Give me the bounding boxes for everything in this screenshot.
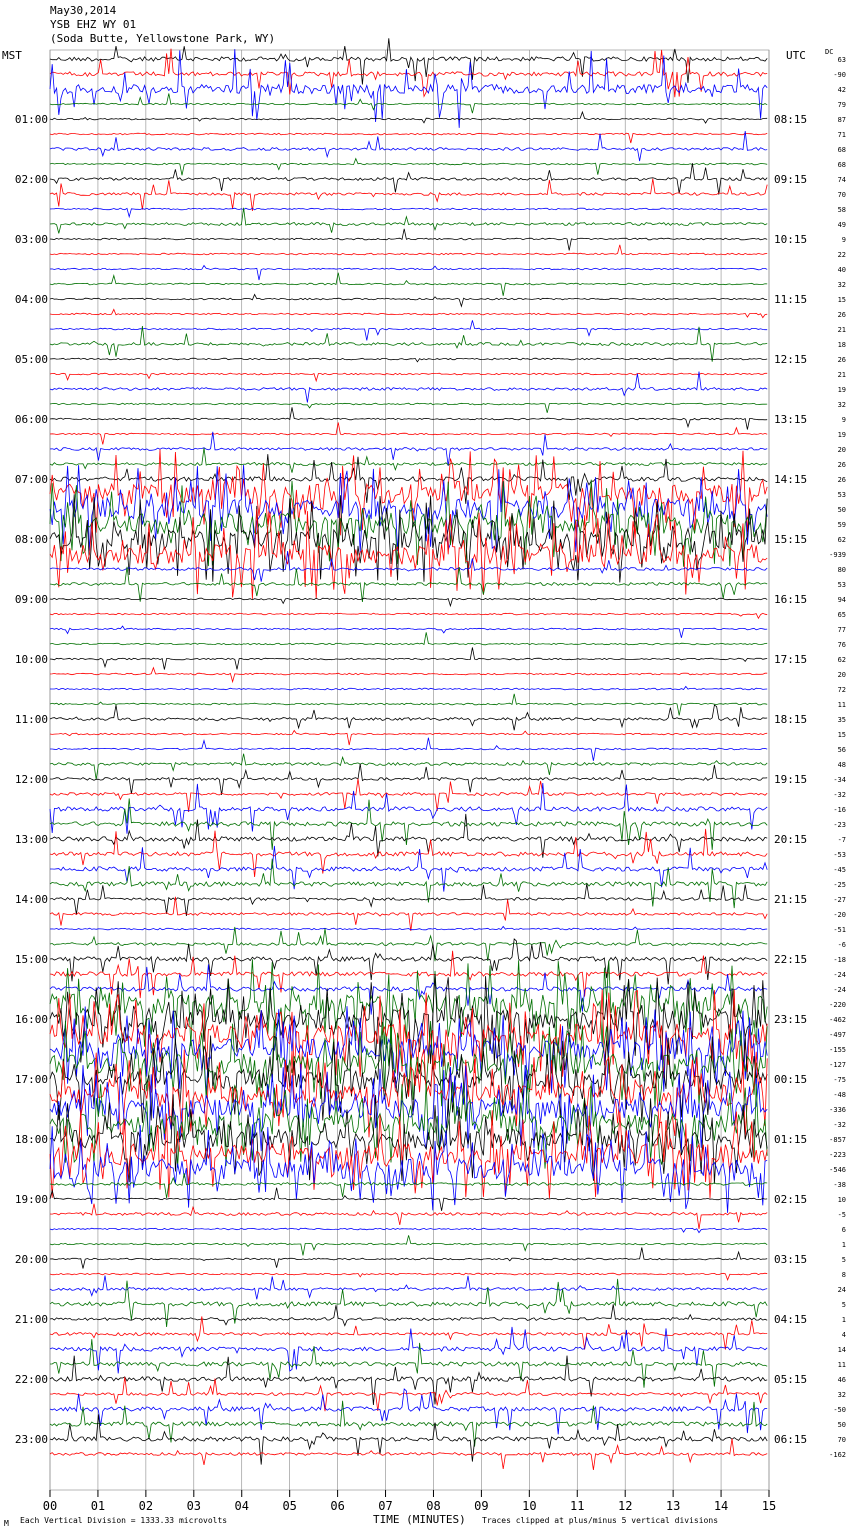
seismic-traces	[50, 38, 767, 1470]
dc-offset-label: -18	[833, 956, 846, 964]
dc-offset-label: 70	[837, 1436, 846, 1444]
dc-offset-label: 18	[837, 341, 846, 349]
left-hour-label: 01:00	[14, 113, 48, 126]
left-hour-label: 21:00	[14, 1313, 48, 1326]
dc-label: DC	[825, 48, 834, 56]
dc-offset-label: 65	[837, 611, 846, 619]
station-id: YSB EHZ WY 01	[50, 18, 137, 31]
left-hour-label: 06:00	[14, 413, 48, 426]
trace-row	[50, 686, 767, 689]
dc-offset-label: 19	[837, 431, 846, 439]
dc-offset-label: -6	[837, 941, 846, 949]
dc-offset-label: 48	[837, 761, 846, 769]
left-hour-label: 03:00	[14, 233, 48, 246]
right-hour-label: 11:15	[774, 293, 808, 306]
trace-row	[50, 1228, 767, 1232]
trace-row	[50, 1327, 767, 1374]
right-hour-label: 17:15	[774, 653, 808, 666]
x-tick-label: 13	[665, 1499, 681, 1513]
dc-offset-label: 94	[837, 596, 846, 604]
trace-row	[50, 814, 767, 858]
left-hour-label: 22:00	[14, 1373, 48, 1386]
chart-date: May30,2014	[50, 4, 117, 17]
trace-row	[50, 1439, 767, 1470]
trace-row	[50, 626, 767, 638]
left-hour-label: 14:00	[14, 893, 48, 906]
x-tick-label: 05	[282, 1499, 297, 1513]
dc-offset-label: -497	[829, 1031, 846, 1039]
trace-row	[50, 448, 767, 473]
dc-offset-label: 32	[837, 1391, 846, 1399]
trace-row	[50, 1204, 767, 1229]
x-tick-label: 06	[330, 1499, 345, 1513]
dc-offset-label: 62	[837, 536, 846, 544]
dc-offset-label: 32	[837, 281, 846, 289]
x-tick-label: 12	[617, 1499, 633, 1513]
dc-offset-label: 26	[837, 476, 846, 484]
trace-row	[50, 49, 767, 98]
left-hour-label: 19:00	[14, 1193, 48, 1206]
trace-row	[50, 764, 767, 795]
dc-offset-label: 11	[837, 701, 846, 709]
trace-row	[50, 964, 767, 1014]
trace-row	[50, 1248, 767, 1269]
trace-row	[50, 94, 767, 114]
dc-offset-label: 11	[837, 1361, 846, 1369]
trace-row	[50, 705, 767, 730]
right-hour-label: 05:15	[774, 1373, 808, 1386]
dc-offset-label: -53	[833, 851, 846, 859]
dc-offset-label: 32	[837, 401, 846, 409]
dc-offset-label: 26	[837, 356, 846, 364]
right-hour-label: 00:15	[774, 1073, 808, 1086]
x-tick-label: 08	[426, 1499, 441, 1513]
trace-row	[50, 38, 767, 84]
dc-offset-label: 72	[837, 686, 846, 694]
trace-row	[50, 1304, 767, 1325]
right-timezone-label: UTC	[786, 49, 806, 62]
right-hour-label: 03:15	[774, 1253, 808, 1266]
dc-offset-label: 5	[841, 1301, 846, 1309]
right-hour-label: 13:15	[774, 413, 808, 426]
trace-row	[50, 49, 767, 128]
dc-offset-label: -5	[837, 1211, 846, 1219]
dc-offset-label: 80	[837, 566, 846, 574]
dc-offset-label: 50	[837, 1421, 846, 1429]
right-hour-label: 02:15	[774, 1193, 808, 1206]
dc-offset-label: 21	[837, 326, 846, 334]
dc-offset-label: -23	[833, 821, 846, 829]
trace-row	[50, 694, 767, 716]
dc-offset-label: -48	[833, 1091, 846, 1099]
right-hour-label: 08:15	[774, 113, 808, 126]
dc-offset-label: 1	[841, 1241, 846, 1249]
trace-row	[50, 403, 767, 413]
dc-offset-label: -32	[833, 791, 846, 799]
trace-row	[50, 897, 767, 931]
dc-offset-label: 4	[841, 1331, 846, 1339]
dc-offset-label: -38	[833, 1181, 846, 1189]
dc-offset-label: 15	[837, 296, 846, 304]
trace-row	[50, 613, 767, 618]
dc-offset-label: 68	[837, 146, 846, 154]
dc-offset-label: -50	[833, 1406, 846, 1414]
dc-offset-label: -75	[833, 1076, 846, 1084]
left-hour-label: 15:00	[14, 953, 48, 966]
trace-row	[50, 273, 767, 296]
right-hour-label: 01:15	[774, 1133, 808, 1146]
left-hour-label: 13:00	[14, 833, 48, 846]
right-hour-label: 14:15	[774, 473, 808, 486]
dc-offset-label: 76	[837, 641, 846, 649]
dc-offset-label: -7	[837, 836, 846, 844]
left-hour-label: 05:00	[14, 353, 48, 366]
trace-row	[50, 309, 767, 317]
trace-row	[50, 372, 767, 403]
dc-offset-label: -155	[829, 1046, 846, 1054]
dc-offset-label: 8	[841, 1271, 846, 1279]
footer-mark: M	[4, 1519, 9, 1528]
dc-offset-label: -45	[833, 866, 846, 874]
x-tick-label: 09	[474, 1499, 489, 1513]
trace-row	[50, 926, 767, 929]
x-tick-label: 07	[378, 1499, 393, 1513]
dc-offset-label: 50	[837, 506, 846, 514]
scale-note: Each Vertical Division = 1333.33 microvolts	[20, 1516, 228, 1525]
left-hour-labels	[15, 113, 48, 1446]
trace-row	[50, 320, 767, 340]
trace-row	[50, 422, 767, 444]
dc-offset-label: 9	[841, 236, 846, 244]
left-hour-label: 18:00	[14, 1133, 48, 1146]
left-hour-label: 12:00	[14, 773, 48, 786]
trace-row	[50, 668, 767, 682]
trace-row	[50, 1173, 767, 1198]
trace-row	[50, 432, 767, 466]
dc-offset-label: -34	[833, 776, 846, 784]
left-hour-label: 07:00	[14, 473, 48, 486]
dc-offset-label: 53	[837, 581, 846, 589]
dc-offset-label: 77	[837, 626, 846, 634]
trace-row	[50, 939, 767, 984]
right-hour-label: 15:15	[774, 533, 808, 546]
trace-row	[50, 245, 767, 255]
right-hour-label: 10:15	[774, 233, 808, 246]
dc-offset-label: 53	[837, 491, 846, 499]
x-tick-label: 14	[713, 1499, 729, 1513]
dc-offset-label: 35	[837, 716, 846, 724]
dc-offset-label: 26	[837, 311, 846, 319]
dc-offset-label: 70	[837, 191, 846, 199]
left-hour-label: 02:00	[14, 173, 48, 186]
dc-offset-label: -127	[829, 1061, 846, 1069]
dc-offset-label: 21	[837, 371, 846, 379]
trace-row	[50, 927, 767, 961]
trace-row	[50, 326, 767, 362]
x-tick-label: 03	[186, 1499, 202, 1513]
dc-offset-label: -223	[829, 1151, 846, 1159]
x-tick-label: 00	[42, 1499, 58, 1513]
dc-offset-label: 74	[837, 176, 846, 184]
left-hour-label: 23:00	[14, 1433, 48, 1446]
left-hour-label: 11:00	[14, 713, 48, 726]
trace-row	[50, 494, 767, 582]
left-hour-label: 04:00	[14, 293, 48, 306]
right-hour-label: 23:15	[774, 1013, 808, 1026]
dc-offset-label: 15	[837, 731, 846, 739]
dc-offset-label: 42	[837, 86, 846, 94]
trace-row	[50, 266, 767, 281]
right-hour-label: 20:15	[774, 833, 808, 846]
station-location: (Soda Butte, Yellowstone Park, WY)	[50, 32, 276, 45]
dc-offset-label: -32	[833, 1121, 846, 1129]
trace-row	[50, 754, 767, 780]
dc-offset-label: 68	[837, 161, 846, 169]
left-timezone-label: MST	[2, 49, 22, 62]
dc-offset-label: 20	[837, 671, 846, 679]
left-hour-label: 17:00	[14, 1073, 48, 1086]
dc-offset-label: -939	[829, 551, 846, 559]
trace-row	[50, 798, 767, 850]
dc-offset-label: 19	[837, 386, 846, 394]
trace-row	[50, 1188, 767, 1211]
trace-row	[50, 131, 767, 161]
left-hour-label: 16:00	[14, 1013, 48, 1026]
dc-offset-label: 6	[841, 1226, 846, 1234]
dc-offset-label: -24	[833, 971, 846, 979]
dc-offset-label: 1	[841, 1316, 846, 1324]
dc-offset-label: -162	[829, 1451, 846, 1459]
dc-offset-label: -857	[829, 1136, 846, 1144]
dc-offset-label: 59	[837, 521, 846, 529]
right-hour-label: 04:15	[774, 1313, 808, 1326]
x-tick-label: 04	[234, 1499, 249, 1513]
trace-row	[50, 1276, 767, 1300]
trace-row	[50, 1094, 767, 1184]
x-axis-label: TIME (MINUTES)	[373, 1513, 466, 1526]
trace-row	[50, 208, 767, 217]
dc-offset-label: -336	[829, 1106, 846, 1114]
dc-offset-label: 9	[841, 416, 846, 424]
left-hour-label: 20:00	[14, 1253, 48, 1266]
x-axis-ticks	[43, 1490, 776, 1513]
trace-row	[50, 632, 767, 645]
dc-offset-label: 10	[837, 1196, 846, 1204]
dc-offset-label: 20	[837, 446, 846, 454]
trace-row	[50, 163, 767, 194]
trace-row	[50, 295, 767, 307]
dc-offset-labels	[829, 56, 846, 1459]
trace-row	[50, 647, 767, 669]
dc-offset-label: 58	[837, 206, 846, 214]
trace-row	[50, 407, 767, 429]
x-tick-label: 02	[138, 1499, 154, 1513]
dc-offset-label: -24	[833, 986, 846, 994]
x-tick-label: 01	[90, 1499, 106, 1513]
left-hour-label: 08:00	[14, 533, 48, 546]
right-hour-label: 19:15	[774, 773, 808, 786]
right-hour-label: 18:15	[774, 713, 808, 726]
dc-offset-label: 62	[837, 656, 846, 664]
right-hour-label: 06:15	[774, 1433, 808, 1446]
trace-row	[50, 1273, 767, 1280]
dc-offset-label: 26	[837, 461, 846, 469]
dc-offset-label: -462	[829, 1016, 846, 1024]
left-hour-label: 10:00	[14, 653, 48, 666]
trace-row	[50, 1235, 767, 1255]
dc-offset-label: -20	[833, 911, 846, 919]
trace-row	[50, 133, 767, 143]
x-tick-label: 10	[522, 1499, 537, 1513]
clip-note: Traces clipped at plus/minus 5 vertical divisions	[482, 1516, 719, 1525]
trace-row	[50, 598, 767, 606]
trace-row	[50, 884, 767, 916]
dc-offset-label: -51	[833, 926, 846, 934]
dc-offset-label: 49	[837, 221, 846, 229]
trace-row	[50, 1316, 767, 1349]
trace-row	[50, 373, 767, 381]
trace-row	[50, 208, 767, 234]
dc-offset-label: 40	[837, 266, 846, 274]
trace-row	[50, 179, 767, 211]
trace-row	[50, 738, 767, 761]
right-hour-label: 22:15	[774, 953, 808, 966]
x-tick-label: 15	[761, 1499, 777, 1513]
dc-offset-label: 24	[837, 1286, 846, 1294]
trace-row	[50, 358, 767, 362]
dc-offset-label: -16	[833, 806, 846, 814]
dc-offset-label: 87	[837, 116, 846, 124]
trace-row	[50, 859, 767, 909]
trace-row	[50, 229, 767, 251]
trace-row	[50, 1389, 767, 1434]
x-tick-label: 11	[570, 1499, 585, 1513]
right-hour-label: 09:15	[774, 173, 808, 186]
right-hour-label: 16:15	[774, 593, 808, 606]
dc-offset-label: 5	[841, 1256, 846, 1264]
dc-offset-label: 79	[837, 101, 846, 109]
left-hour-label: 09:00	[14, 593, 48, 606]
right-hour-label: 21:15	[774, 893, 808, 906]
trace-row	[50, 731, 767, 746]
dc-offset-label: 14	[837, 1346, 846, 1354]
dc-offset-label: 63	[837, 56, 846, 64]
right-hour-label: 12:15	[774, 353, 808, 366]
dc-offset-label: -90	[833, 71, 846, 79]
trace-row	[50, 112, 767, 123]
dc-offset-label: 71	[837, 131, 846, 139]
dc-offset-label: -220	[829, 1001, 846, 1009]
dc-offset-label: -27	[833, 896, 846, 904]
dc-offset-label: 22	[837, 251, 846, 259]
right-hour-labels	[774, 113, 807, 1446]
dc-offset-label: -25	[833, 881, 846, 889]
trace-row	[50, 567, 767, 602]
dc-offset-label: 56	[837, 746, 846, 754]
dc-offset-label: 46	[837, 1376, 846, 1384]
dc-offset-label: -546	[829, 1166, 846, 1174]
